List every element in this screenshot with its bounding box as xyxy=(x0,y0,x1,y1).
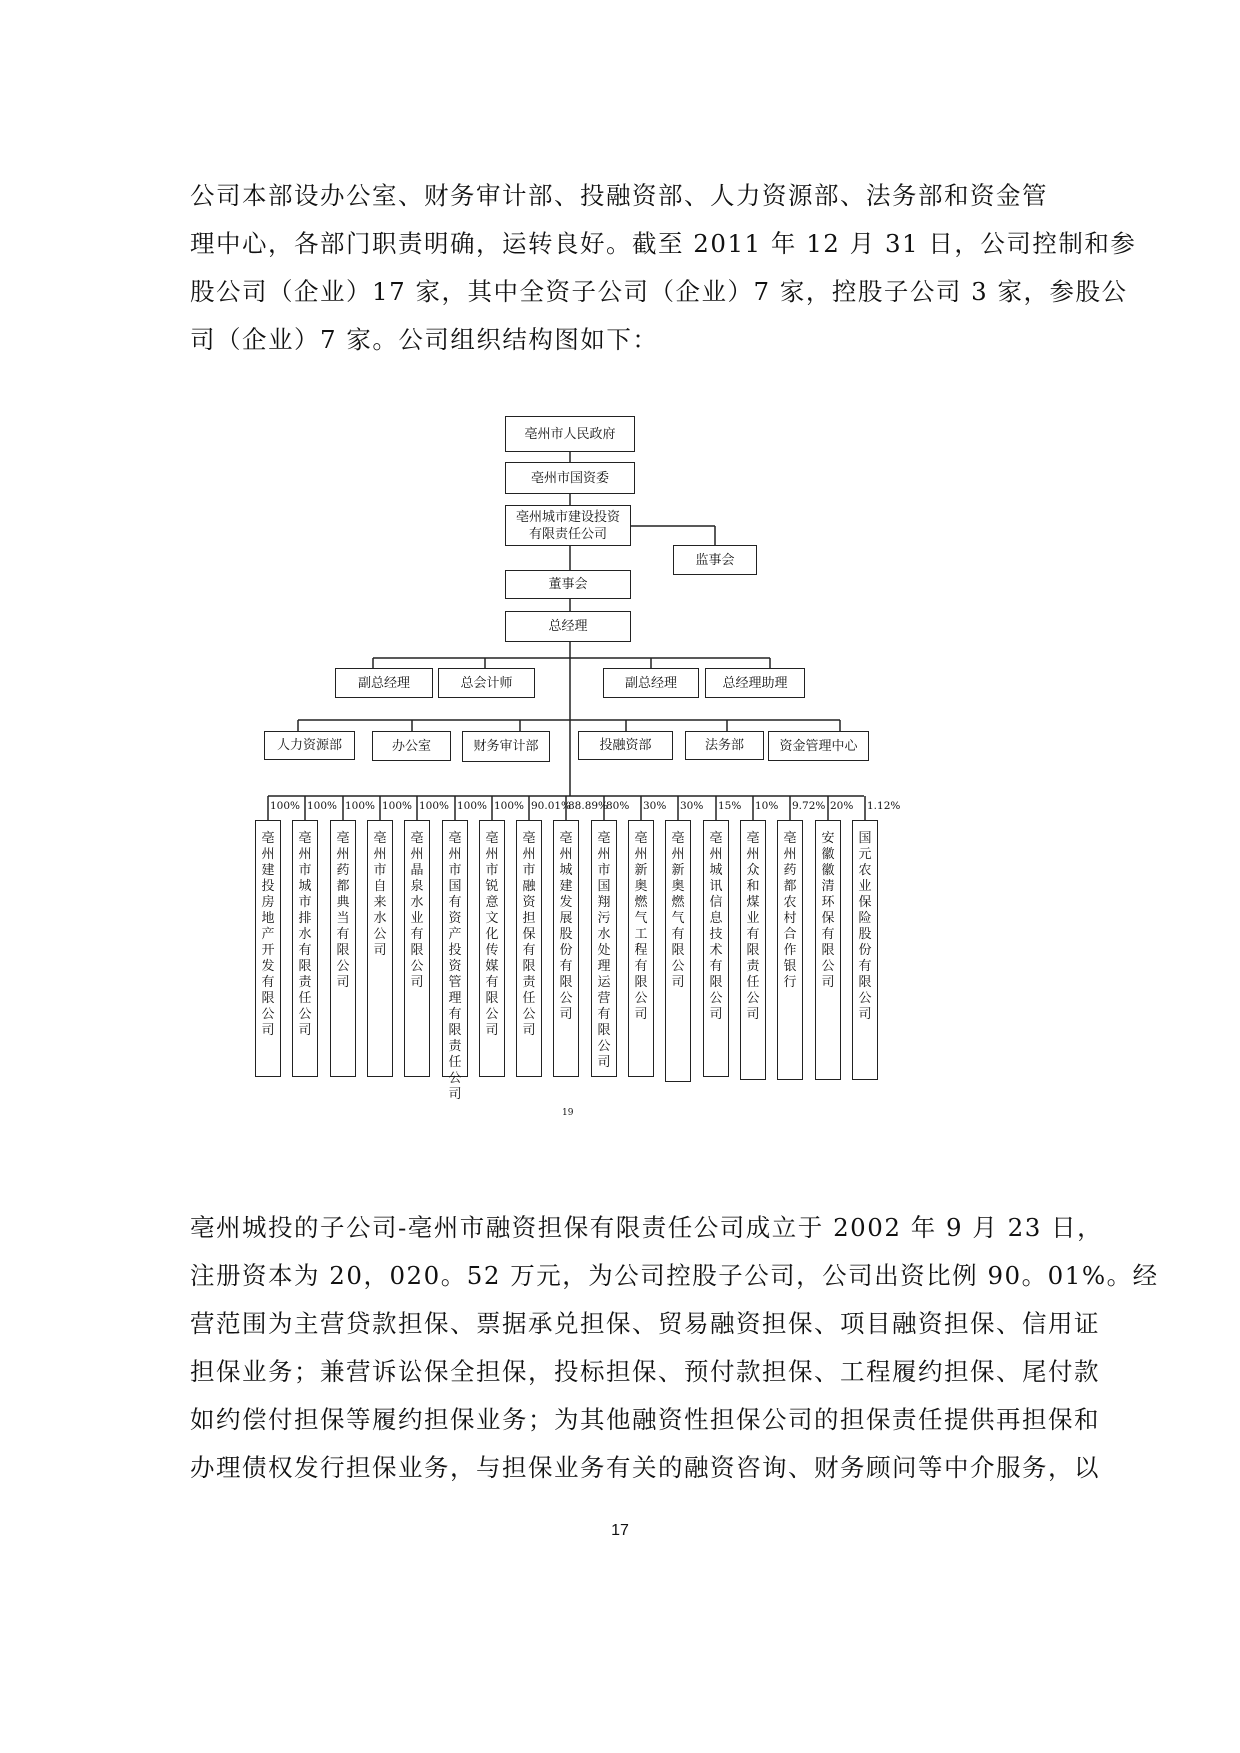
subsidiary-box xyxy=(628,820,654,1077)
intro-paragraph xyxy=(190,172,1137,364)
page-number: 17 xyxy=(611,1522,629,1539)
text-line: 如约偿付担保等履约担保业务；为其他融资性担保公司的担保责任提供再担保和 xyxy=(190,1405,1100,1434)
text-line: 营范围为主营贷款担保、票据承兑担保、贸易融资担保、项目融资担保、信用证 xyxy=(190,1309,1100,1338)
ownership-percentage: 15% xyxy=(718,800,742,812)
subsidiary-box xyxy=(442,820,468,1102)
org-box-vice-gm: 副总经理 xyxy=(603,668,699,698)
ownership-percentage: 100% xyxy=(382,800,413,812)
subsidiary-box xyxy=(479,820,505,1077)
subsidiary-name: 亳州新奥燃气工程有限公司 xyxy=(634,831,648,1022)
subsidiary-name: 亳州药都农村合作银行 xyxy=(783,831,797,990)
subsidiary-box xyxy=(665,820,691,1082)
ownership-percentage: 100% xyxy=(457,800,488,812)
subsidiary-name: 国元农业保险股份有限公司 xyxy=(858,831,872,1022)
text-line: 担保业务；兼营诉讼保全担保，投标担保、预付款担保、工程履约担保、尾付款 xyxy=(190,1357,1100,1386)
subsidiary-box xyxy=(703,820,729,1077)
text-line: 亳州城投的子公司-亳州市融资担保有限责任公司成立于 2002 年 9 月 23 日， xyxy=(190,1213,1104,1242)
subsidiary-name: 亳州市锐意文化传媒有限公司 xyxy=(485,831,499,1038)
org-box-legal-department: 法务部 xyxy=(685,731,764,760)
ownership-percentage: 100% xyxy=(307,800,338,812)
subsidiary-name: 亳州市自来水公司 xyxy=(373,831,387,958)
subsidiary-box xyxy=(553,820,579,1077)
subsidiary-name: 亳州市城市排水有限责任公司 xyxy=(298,831,312,1038)
org-box-audit-department: 财务审计部 xyxy=(462,731,550,762)
org-box-fund-center: 资金管理中心 xyxy=(768,731,869,761)
subsidiary-box xyxy=(367,820,393,1077)
org-box-office: 办公室 xyxy=(372,731,451,761)
ownership-percentage: 1.12% xyxy=(867,800,901,812)
org-box-board: 董事会 xyxy=(505,570,631,599)
org-box-general-manager: 总经理 xyxy=(505,611,631,642)
text-line: 办理债权发行担保业务，与担保业务有关的融资咨询、财务顾问等中介服务，以 xyxy=(190,1453,1100,1482)
org-box-investment-department: 投融资部 xyxy=(578,731,673,760)
text-line: 注册资本为 20，020。52 万元，为公司控股子公司，公司出资比例 90。01%。经 xyxy=(190,1261,1159,1290)
subsidiary-name: 亳州药都典当有限公司 xyxy=(336,831,350,990)
subsidiary-name: 亳州市国有资产投资管理有限责任公司 xyxy=(448,831,462,1102)
ownership-percentage: 88.89% xyxy=(568,800,609,812)
org-box-vice-gm: 副总经理 xyxy=(335,668,433,698)
org-box-government: 亳州市人民政府 xyxy=(505,416,635,452)
subsidiary-name: 亳州建投房地产开发有限公司 xyxy=(261,831,275,1038)
org-box-gm-assistant: 总经理助理 xyxy=(705,668,805,698)
ownership-percentage: 100% xyxy=(270,800,301,812)
subsidiary-name: 安徽徽清环保有限公司 xyxy=(821,831,835,990)
subsidiary-box xyxy=(740,820,766,1080)
subsidiary-name: 亳州众和煤业有限责任公司 xyxy=(746,831,760,1022)
subsidiary-name: 亳州市国翔污水处理运营有限公司 xyxy=(597,831,611,1070)
ownership-percentage: 90.01% xyxy=(531,800,572,812)
ownership-percentage: 9.72% xyxy=(792,800,826,812)
org-box-company xyxy=(505,505,631,546)
ownership-percentage: 30% xyxy=(643,800,667,812)
subsidiary-name: 亳州城讯信息技术有限公司 xyxy=(709,831,723,1022)
text-line: 司（企业）7 家。公司组织结构图如下： xyxy=(190,325,659,354)
subsidiary-box xyxy=(852,820,878,1080)
ownership-percentage: 100% xyxy=(419,800,450,812)
ownership-percentage: 20% xyxy=(830,800,854,812)
org-box-supervisory-board: 监事会 xyxy=(673,545,757,575)
org-box-chief-accountant: 总会计师 xyxy=(438,668,535,698)
org-box-hr-department: 人力资源部 xyxy=(264,731,355,760)
subsidiary-box xyxy=(255,820,281,1077)
figure-number: 19 xyxy=(562,1108,574,1118)
company-line: 有限责任公司 xyxy=(528,526,607,542)
org-box-sasac: 亳州市国资委 xyxy=(505,462,635,494)
text-line: 理中心，各部门职责明确，运转良好。截至 2011 年 12 月 31 日，公司控制和参 xyxy=(190,229,1137,258)
subsidiary-box xyxy=(404,820,430,1077)
subsidiary-box xyxy=(292,820,318,1077)
subsidiary-box xyxy=(516,820,542,1077)
subsidiary-box xyxy=(330,820,356,1077)
ownership-percentage: 100% xyxy=(494,800,525,812)
text-line: 股公司（企业）17 家，其中全资子公司（企业）7 家，控股子公司 3 家，参股公 xyxy=(190,277,1128,306)
ownership-percentage: 100% xyxy=(345,800,376,812)
subsidiary-box xyxy=(591,820,617,1077)
ownership-percentage: 10% xyxy=(755,800,779,812)
ownership-percentage: 80% xyxy=(606,800,630,812)
ownership-percentage: 30% xyxy=(680,800,704,812)
guarantee-company-paragraph xyxy=(190,1204,1159,1492)
subsidiary-box xyxy=(777,820,803,1080)
subsidiary-name: 亳州新奥燃气有限公司 xyxy=(671,831,685,990)
subsidiary-name: 亳州晶泉水业有限公司 xyxy=(410,831,424,990)
company-line: 亳州城市建设投资 xyxy=(515,509,620,525)
subsidiary-name: 亳州市融资担保有限责任公司 xyxy=(522,831,536,1038)
text-line: 公司本部设办公室、财务审计部、投融资部、人力资源部、法务部和资金管 xyxy=(190,181,1048,210)
subsidiary-name: 亳州城建发展股份有限公司 xyxy=(559,831,573,1022)
subsidiary-box xyxy=(815,820,841,1080)
